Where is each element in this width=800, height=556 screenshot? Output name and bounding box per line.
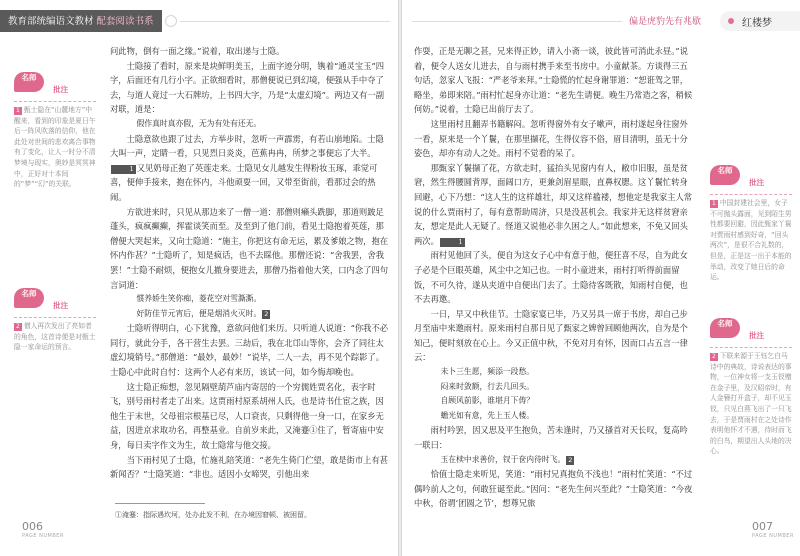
- right-page: [402, 0, 800, 556]
- page-number: 006 PAGE NUMBER: [22, 520, 64, 539]
- paragraph: 一日，早又中秋佳节。士隐家宴已毕，乃又另具一席于书房，却自己步月至庙中来邀雨村。原来雨村自那日见了甄家之婢曾回顾他两次，自为是个知己，便时刻放在心上。今又正值中秋，不免对月有怀，因而口占五言一律云：: [414, 308, 688, 363]
- note-badge: 名师: [14, 72, 44, 92]
- margin-note-1: [710, 165, 792, 283]
- note-badge: 名师: [14, 288, 44, 308]
- paragraph: 这里雨村且翻弄书籍解闷。忽听得窗外有女子嗽声，雨村遂起身往窗外一看，原来是一个丫鬟，在那里撷花，生得仪容不俗，眉目清明，虽无十分姿色，却亦有动人之处。雨村不觉看的呆了。: [414, 118, 688, 159]
- note-text: 1 甄士隐在“山麓地方”中醒来，看到的印象是夏日午后一阵风吹落的信仰，他在此处对世间的悲欢离合事物有了变化，让人一时分不清梦境与现实，奥妙是冥冥神中，正好对十本间的“梦”“幻”的关联。: [14, 106, 96, 189]
- paragraph: 士隐意欲也跟了过去，方举步时，忽听一声霹雳，有若山崩地陷。士隐大叫一声，定睛一看，只见烈日炎炎，芭蕉冉冉，所梦之事便忘了大半。1 又见奶母正抱了英莲走来。士隐见女儿越发生得粉妆玉琢，乖觉可喜，便伸手接来，抱在怀内，斗他顽耍一回，又带至街前，看那过会的热闹。: [110, 133, 384, 202]
- book-title-tab: [720, 11, 800, 31]
- paragraph: 雨村吟罢，因又思及平生抱负，苦未逢时，乃又搔首对天长叹，复高吟一联曰：: [414, 425, 688, 451]
- verse-line: 闷来时敛额，行去几回头。: [440, 381, 535, 391]
- paragraph: 雨村见他回了头，便自为这女子心中有意于他，便狂喜不尽，自为此女子必是个巨眼英雄，风尘中之知己也。一时小童进来，雨村打听得前面留饭，不可久待，遂从夹道中自便出门去了。士隐待客既散，知雨村自便，也不去再邀。: [414, 250, 688, 305]
- margin-note-1: [14, 72, 96, 190]
- margin-note-2: [710, 318, 792, 457]
- paragraph: 士隐听得明白，心下犹豫，意欲问他们来历。只听道人说道：“你我不必同行，就此分手，各干营生去罢。三劫后，我在北邙山等你，会齐了同往太虚幻境销号。”那僧道：“最妙，最妙！”说毕，二人一去，再不见个踪影了。士隐心中此时自忖：这两个人必有来历，该试一问，如今悔却晚也。: [110, 323, 389, 378]
- paragraph: 问此物，倒有一面之缘。”说着，取出递与士隐。: [110, 46, 285, 56]
- header-rule: [412, 21, 622, 22]
- header-rule: [180, 21, 390, 22]
- note-marker: 2: [568, 455, 573, 464]
- verse-line: 惯养娇生笑你痴，菱花空对雪澌澌。: [136, 294, 262, 304]
- paragraph: 当下雨村见了士隐，忙施礼陪笑道：“老先生倚门伫望，敢是街市上有甚新闻否？”士隐笑道：“非也。适因小女啼哭，引他出来: [110, 454, 389, 480]
- paragraph: 那甄家丫鬟撷了花，方欲走时，猛抬头见窗内有人，敝巾旧服，虽是贫窘，然生得腰圆背厚，面阔口方，更兼剑眉星眼，直鼻权腮。这丫鬟忙转身回避，心下乃想：“这人生的这样雄壮，却又这样褴褛，想他定是我家主人常说的什么贾雨村了，每有意帮助周济，只是没甚机会。我家并无这样贫窘亲友，想定是此人无疑了。怪道又说他必非久困之人。”如此想来，不免又回头两次。 1: [414, 162, 693, 246]
- note-label: 批注: [53, 301, 69, 310]
- verse-line: 好防佳节元宵后，便是烟消火灭时。 2: [136, 308, 269, 318]
- paragraph: 方欲进来时，只见从那边来了一僧一道：那僧则癞头跣脚，那道则跛足蓬头，疯疯癫癫，挥霍谈笑而至。及至到了他门前，看见士隐抱着英莲，那僧便大哭起来，又向士隐道：“施主，你把这有命无运，累及爹娘之物，抱在怀内作甚？”士隐听了，知是疯话，也不去睬他。那僧还说：“舍我罢，舍我罢！”士隐不耐烦，便抱女儿撤身要进去，那僧乃指着他大笑，口内念了四句言词道：: [110, 206, 389, 290]
- page-number: 007 PAGE NUMBER: [752, 520, 794, 539]
- paragraph: 作耍，正是无聊之甚，兄来得正妙，请入小斋一谈，彼此皆可消此永昼。”说着，便令人送女儿进去，自与雨村携手来至书房中。小童献茶。方谈得三五句话，忽家人飞报：“严老爷来拜。”士隐慌的忙起身谢罪道：“恕诳驾之罪，略坐，弟即来陪。”雨村忙起身亦让道：“老先生请便。晚生乃常造之客，稍候何妨。”说着，士隐已出前厅去了。: [414, 46, 693, 115]
- chapter-title: 偏是虎豹先有兆歇: [629, 17, 702, 27]
- header-ornament: [165, 15, 177, 27]
- margin-note-2: [14, 288, 96, 353]
- left-header: [0, 0, 398, 40]
- left-body-text: [110, 44, 390, 482]
- footnote: ①淹蹇：指际遇坎坷，处办此发不利，在办境因窘顿、被困留。: [115, 511, 311, 519]
- paragraph: 这士隐正痴想，忽见隔壁葫芦庙内寄居的一个穷儒姓贾名化，表字时飞，别号雨村者走了出来。这贾雨村原系胡州人氏，也是诗书仕宦之族，因他生于末世，父母祖宗根基已尽，人口衰丧，只剩得他一身一口，在家乡无益，因进京求取功名，再整基业。自前岁来此，又淹蹇①住了，暂寄庙中安身，每日卖字作文为生，故士隐常与他交接。: [110, 381, 384, 451]
- verse-line: 假作真时真亦假，无为有处有还无。: [136, 118, 262, 128]
- right-header: [402, 0, 800, 40]
- note-label: 批注: [749, 178, 765, 187]
- note-text: 2 僧人再次发出了亮如者的角色，这首诗便是对甄士隐一家命运的预言。: [14, 322, 96, 352]
- verse-line: 自顾风前影，谁堪月下俦？: [440, 396, 535, 406]
- left-page: [0, 0, 398, 556]
- paragraph: 士隐接了看时，原来是块鲜明美玉，上面字迹分明，镌着“通灵宝玉”四字，后面还有几行小字。正欲细看时，那僧便说已到幻境，便强从手中夺了去，与道人竟过一大石牌坊，上书四大字，乃是“太虚幻境”。两边又有一副对联，道是：: [110, 60, 384, 115]
- paragraph: 恰值士隐走来听见，笑道：“雨村兄真抱负不浅也！”雨村忙笑道：“不过偶吟前人之句，何敢狂诞至此。”因问：“老先生何兴至此？”士隐笑道：“今夜中秋，俗谓‘团圆之节’，想尊兄旅: [414, 469, 693, 509]
- note-badge: 名师: [710, 318, 740, 338]
- note-label: 批注: [749, 331, 765, 340]
- note-text: 1 中国封建社会里，女子不可抛头露面，见到陌生男性都要回避，因此甄家丫鬟对贾雨村感到好奇，“回头两次”，是很不合礼数的，但是，正是这一出于本能的举动，改变了她日后的命运。: [710, 199, 792, 282]
- note-marker: 1: [111, 165, 136, 174]
- note-text: 2 下联来源于王钰乞白马诗中的典故，诗说表达的事物，一位神女将一支玉钗赠在金子里，及汉昭帝时，有人金簪打开盒子，却不见玉钗，只见白燕飞出了一只飞去，于是贾雨村在之处诗作表明他怀才不遇，待时而飞的白鸟，期望出人头地的决心。: [710, 352, 792, 456]
- book-title: 红楼梦: [742, 18, 772, 29]
- right-body-text: [414, 44, 694, 511]
- note-marker: 1: [440, 238, 465, 247]
- note-marker: 2: [264, 309, 269, 318]
- footnote-rule: [115, 503, 205, 504]
- series-title: [8, 13, 154, 27]
- verse-line: 未卜三生愿，频添一段愁。: [440, 367, 535, 377]
- series-name: 教育部统编语文教材: [8, 16, 94, 27]
- series-subtitle: 配套阅读书系: [96, 16, 154, 27]
- note-label: 批注: [53, 85, 69, 94]
- bullet-icon: [728, 18, 734, 24]
- verse-line: 蟾光如有意，先上玉人楼。: [440, 410, 535, 420]
- note-badge: 名师: [710, 165, 740, 185]
- verse-line: 玉在椟中求善价，钗于奁内待时飞。 2: [440, 454, 573, 464]
